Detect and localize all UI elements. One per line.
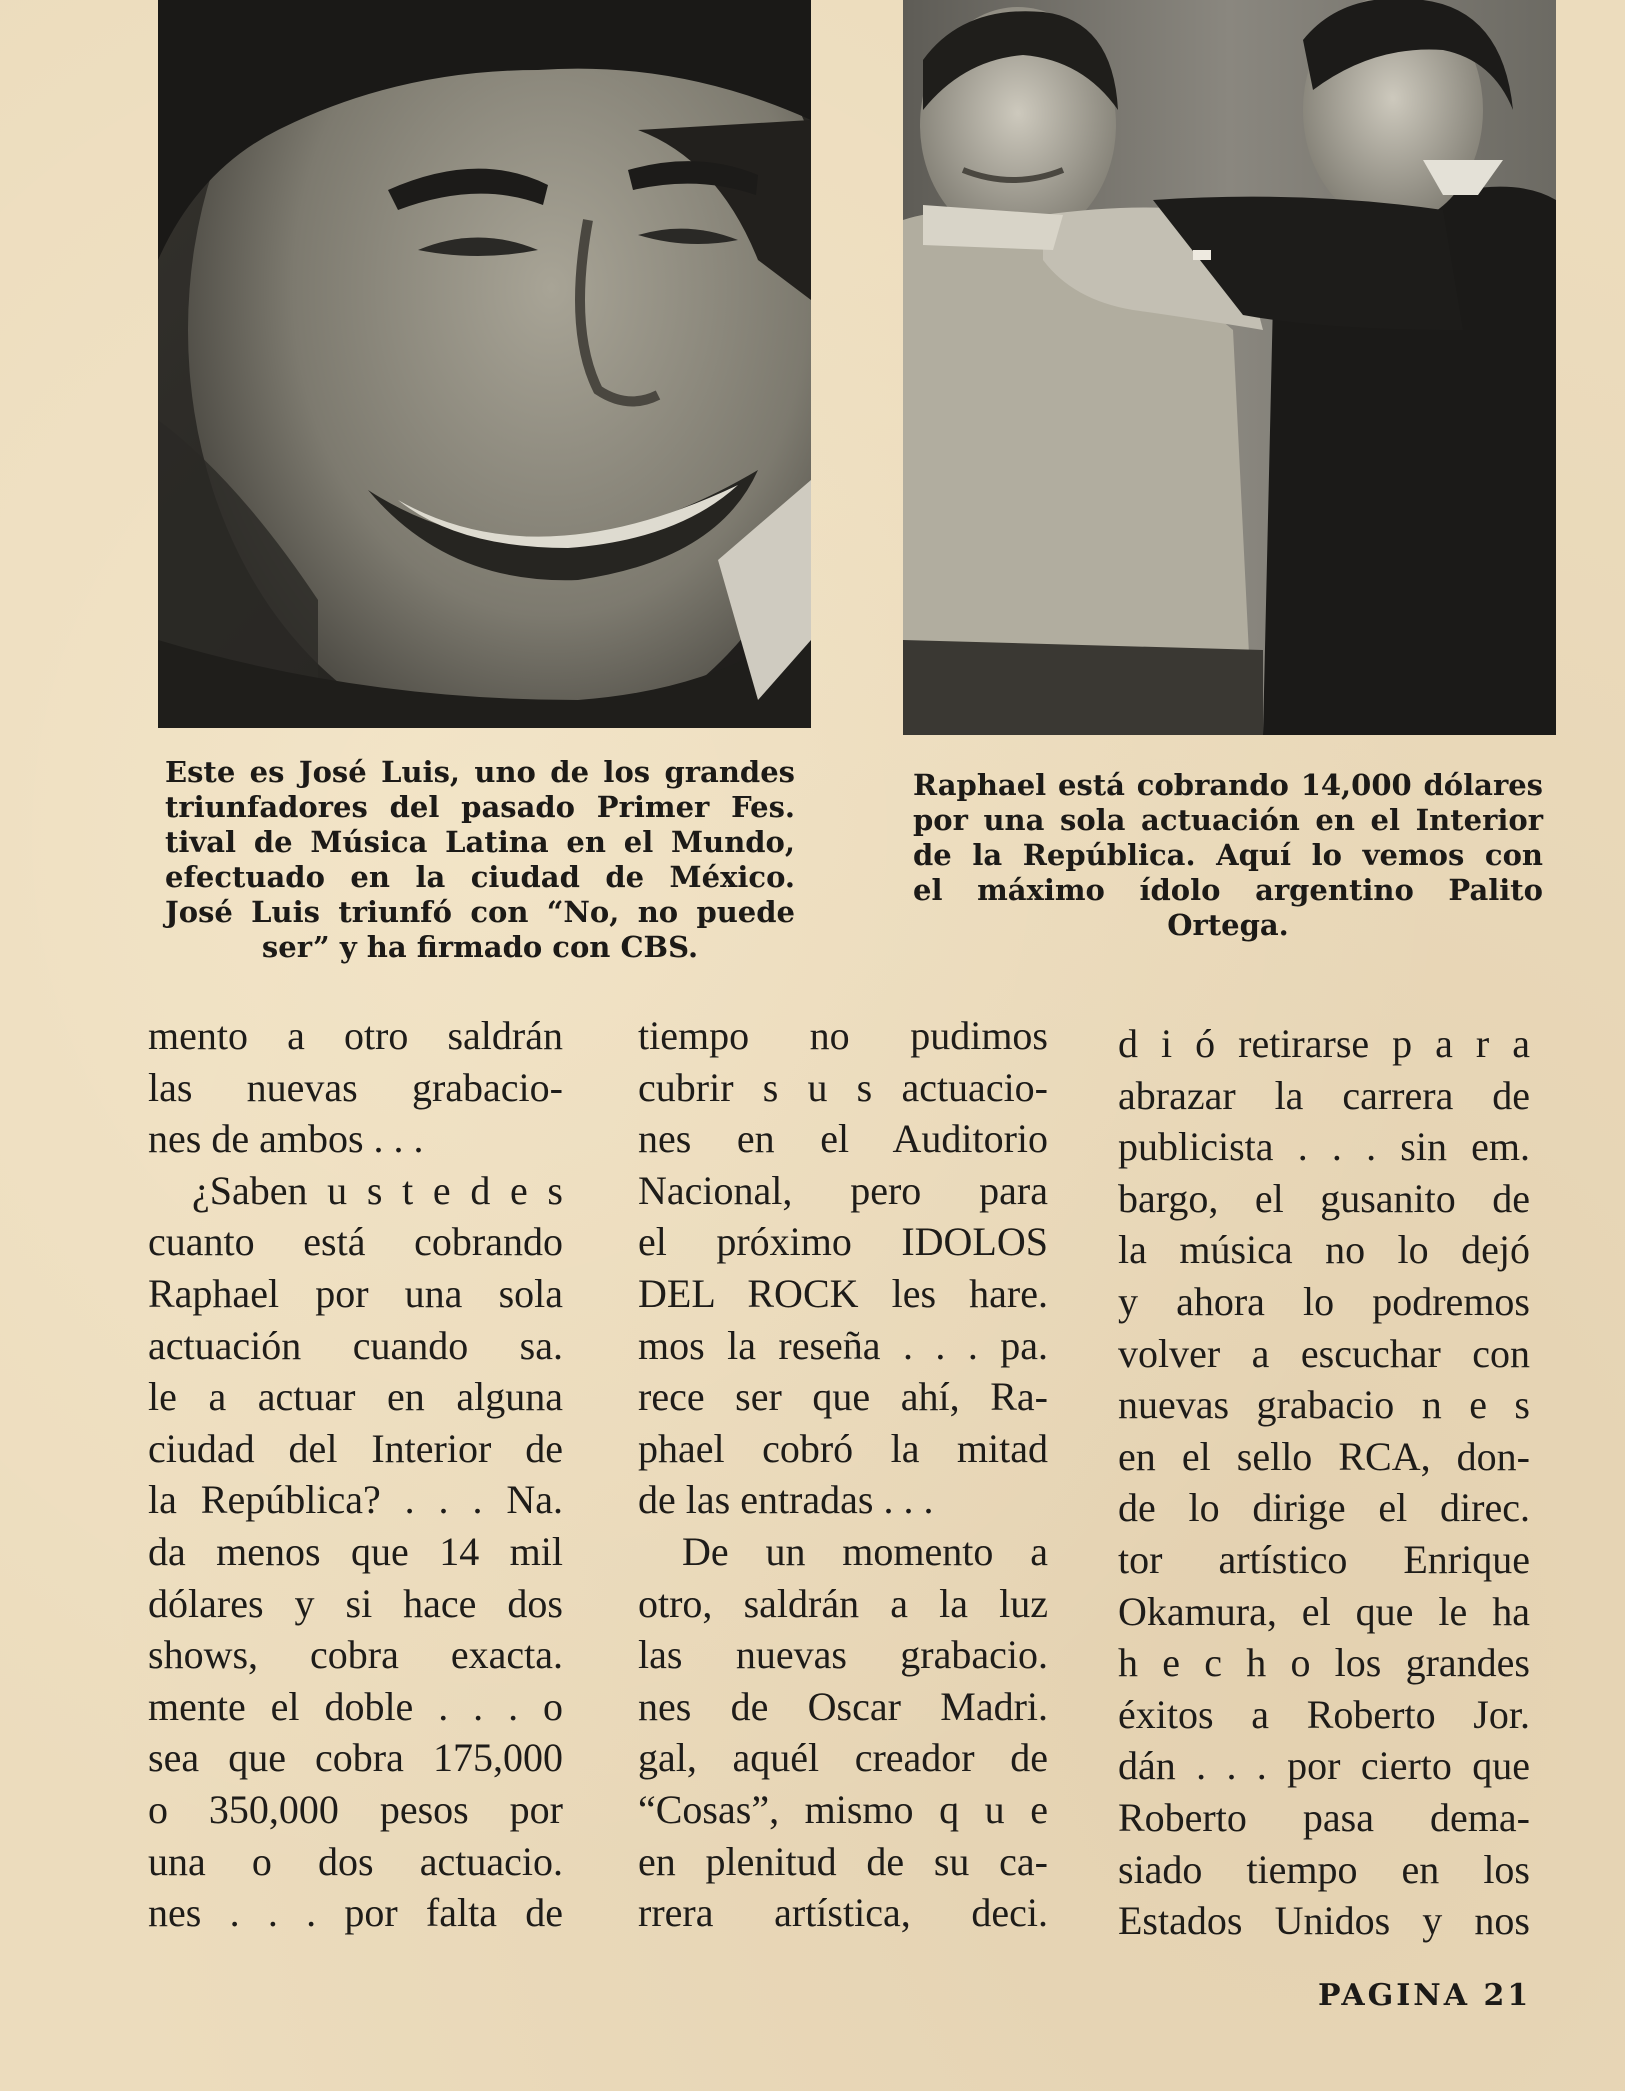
text-line: le a actuar en alguna — [148, 1374, 563, 1420]
caption-line: por una sola actuación en el Interior — [913, 803, 1543, 837]
page-number: PAGINA 21 — [1318, 1978, 1532, 2013]
caption-line: ser” y ha firmado con CBS. — [261, 930, 699, 964]
text-line: DEL ROCK les hare. — [638, 1270, 1048, 1316]
caption-line: José Luis triunfó con “No, no puede — [165, 895, 795, 929]
text-line: las nuevas grabacio. — [638, 1632, 1048, 1678]
text-line: las nuevas grabacio- — [148, 1064, 563, 1110]
photo-jose-luis — [158, 0, 811, 728]
caption-line: Este es José Luis, uno de los grandes — [165, 755, 795, 789]
caption-line: Raphael está cobrando 14,000 dólares — [913, 768, 1543, 802]
text-line: gal, aquél creador de — [638, 1735, 1048, 1781]
text-line: h e c h o los grandes — [1118, 1640, 1530, 1686]
text-line: cuanto está cobrando — [148, 1219, 563, 1265]
text-line: nuevas grabacio n e s — [1118, 1382, 1530, 1428]
text-line: o 350,000 pesos por — [148, 1786, 563, 1832]
text-line: dólares y si hace dos — [148, 1580, 563, 1626]
text-line: mento a otro saldrán — [148, 1013, 563, 1058]
text-line: Estados Unidos y nos — [1118, 1898, 1530, 1944]
caption-right — [913, 768, 1543, 943]
text-line: de lo dirige el direc. — [1118, 1485, 1530, 1531]
text-line: publicista . . . sin em. — [1118, 1124, 1530, 1170]
text-line: rrera artística, deci. — [638, 1890, 1048, 1936]
caption-line: el máximo ídolo argentino Palito — [913, 873, 1543, 907]
text-line: la música no lo dejó — [1118, 1227, 1530, 1273]
text-line: el próximo IDOLOS — [638, 1219, 1048, 1265]
text-line: da menos que 14 mil — [148, 1528, 563, 1574]
text-line: mos la reseña . . . pa. — [638, 1322, 1048, 1368]
text-line: siado tiempo en los — [1118, 1846, 1530, 1892]
text-line: sea que cobra 175,000 — [148, 1735, 563, 1781]
article-column-1 — [148, 1010, 563, 1939]
text-line: y ahora lo podremos — [1118, 1278, 1530, 1324]
text-line: ¿Saben u s t e d e s — [192, 1167, 563, 1213]
text-line: en el sello RCA, don- — [1118, 1433, 1530, 1479]
text-line: otro, saldrán a la luz — [638, 1580, 1048, 1626]
duo-drawing — [903, 0, 1556, 735]
text-line: Okamura, el que le ha — [1118, 1588, 1530, 1634]
text-line: Roberto pasa dema- — [1118, 1794, 1530, 1840]
text-line: nes de ambos . . . — [148, 1116, 424, 1162]
text-line: rece ser que ahí, Ra- — [638, 1374, 1048, 1420]
caption-line: tival de Música Latina en el Mundo, — [165, 825, 795, 859]
text-line: nes . . . por falta de — [148, 1890, 563, 1936]
article-column-2 — [638, 1010, 1048, 1939]
text-line: de las entradas . . . — [638, 1477, 934, 1523]
text-line: bargo, el gusanito de — [1118, 1175, 1530, 1221]
text-line: De un momento a — [682, 1528, 1048, 1574]
text-line: mente el doble . . . o — [148, 1683, 563, 1729]
text-line: Raphael por una sola — [148, 1270, 563, 1316]
caption-line: triunfadores del pasado Primer Fes. — [165, 790, 795, 824]
text-line: éxitos a Roberto Jor. — [1118, 1691, 1530, 1737]
text-line: tiempo no pudimos — [638, 1013, 1048, 1058]
photo-raphael-palito-ortega — [903, 0, 1556, 735]
text-line: Nacional, pero para — [638, 1167, 1048, 1213]
text-line: ciudad del Interior de — [148, 1425, 563, 1471]
text-line: “Cosas”, mismo q u e — [638, 1786, 1048, 1832]
text-line: dán . . . por cierto que — [1118, 1743, 1530, 1789]
text-line: cubrir s u s actuacio- — [638, 1064, 1048, 1110]
caption-left — [165, 755, 795, 965]
text-line: nes de Oscar Madri. — [638, 1683, 1048, 1729]
text-line: phael cobró la mitad — [638, 1425, 1048, 1471]
article-column-3 — [1118, 1018, 1530, 1947]
text-line: una o dos actuacio. — [148, 1838, 563, 1884]
text-line: actuación cuando sa. — [148, 1322, 563, 1368]
text-line: nes en el Auditorio — [638, 1116, 1048, 1162]
caption-line: efectuado en la ciudad de México. — [165, 860, 795, 894]
portrait-drawing — [158, 0, 811, 728]
text-line: abrazar la carrera de — [1118, 1072, 1530, 1118]
caption-line: de la República. Aquí lo vemos con — [913, 838, 1543, 872]
text-line: d i ó retirarse p a r a — [1118, 1021, 1530, 1066]
text-line: la República? . . . Na. — [148, 1477, 563, 1523]
caption-line: Ortega. — [1167, 908, 1289, 942]
text-line: en plenitud de su ca- — [638, 1838, 1048, 1884]
text-line: volver a escuchar con — [1118, 1330, 1530, 1376]
text-line: tor artístico Enrique — [1118, 1536, 1530, 1582]
text-line: shows, cobra exacta. — [148, 1632, 563, 1678]
